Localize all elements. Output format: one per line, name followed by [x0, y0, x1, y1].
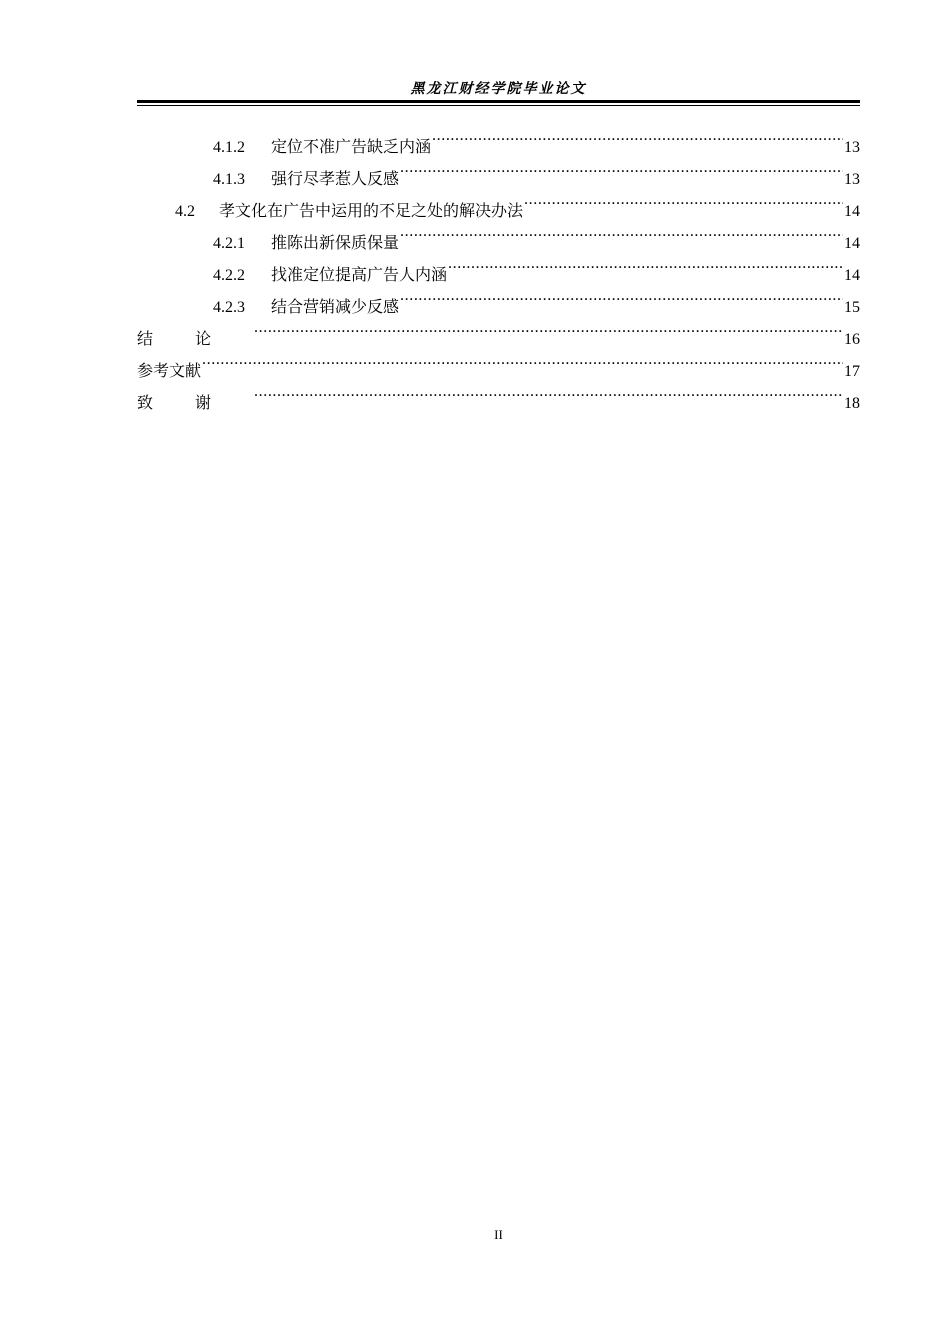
toc-dot-leader: [524, 184, 843, 216]
toc-entry-title: 强行尽孝惹人反感: [271, 169, 400, 188]
toc-entry-page: 15: [844, 299, 860, 316]
toc-entry-page: 17: [844, 363, 860, 380]
toc-dot-leader: [254, 376, 843, 408]
toc-dot-leader: [202, 344, 843, 376]
toc-entry-page: 18: [844, 395, 860, 412]
toc-entry[interactable]: [137, 120, 860, 156]
toc-entry-title: 推陈出新保质保量: [271, 233, 400, 252]
toc-entry-page: 14: [844, 235, 860, 252]
toc-entry-title: 找准定位提高广告人内涵: [271, 265, 448, 284]
header-rule-thick: [137, 100, 860, 103]
toc-entry-title: 定位不准广告缺乏内涵: [271, 137, 432, 156]
toc-dot-leader: [400, 216, 843, 248]
toc-entry-number: 4.1.2: [213, 139, 245, 156]
toc-entry-title: 孝文化在广告中运用的不足之处的解决办法: [219, 201, 524, 220]
toc-entry-number: 4.2.2: [213, 267, 245, 284]
toc-entry-page: 14: [844, 203, 860, 220]
toc-dot-leader: [254, 312, 843, 344]
toc-entry-title: 结论: [137, 329, 254, 348]
toc-entry-number: 4.1.3: [213, 171, 245, 188]
toc-entry-page: 16: [844, 331, 860, 348]
toc-dot-leader: [448, 248, 843, 280]
toc-entry-references[interactable]: [137, 344, 860, 380]
toc-entry-title: 致谢: [137, 393, 254, 412]
header-rule-thin: [137, 105, 860, 106]
toc-entry-title: 结合营销减少反感: [271, 297, 400, 316]
page-header-title: 黑龙江财经学院毕业论文: [410, 81, 587, 97]
toc-dot-leader: [432, 120, 843, 152]
toc-entry-page: 13: [844, 139, 860, 156]
toc-entry-page: 14: [844, 267, 860, 284]
toc-entry-title: 参考文献: [137, 361, 202, 380]
toc-entry-page: 13: [844, 171, 860, 188]
footer-page-number: II: [494, 1227, 503, 1242]
toc-entry-number: 4.2.3: [213, 299, 245, 316]
toc-entry-number: 4.2.1: [213, 235, 245, 252]
toc-entry-acknowledgements[interactable]: [137, 376, 860, 412]
toc-dot-leader: [400, 152, 843, 184]
toc-dot-leader: [400, 280, 843, 312]
toc-entry-number: 4.2: [175, 203, 195, 220]
table-of-contents: [137, 120, 860, 412]
